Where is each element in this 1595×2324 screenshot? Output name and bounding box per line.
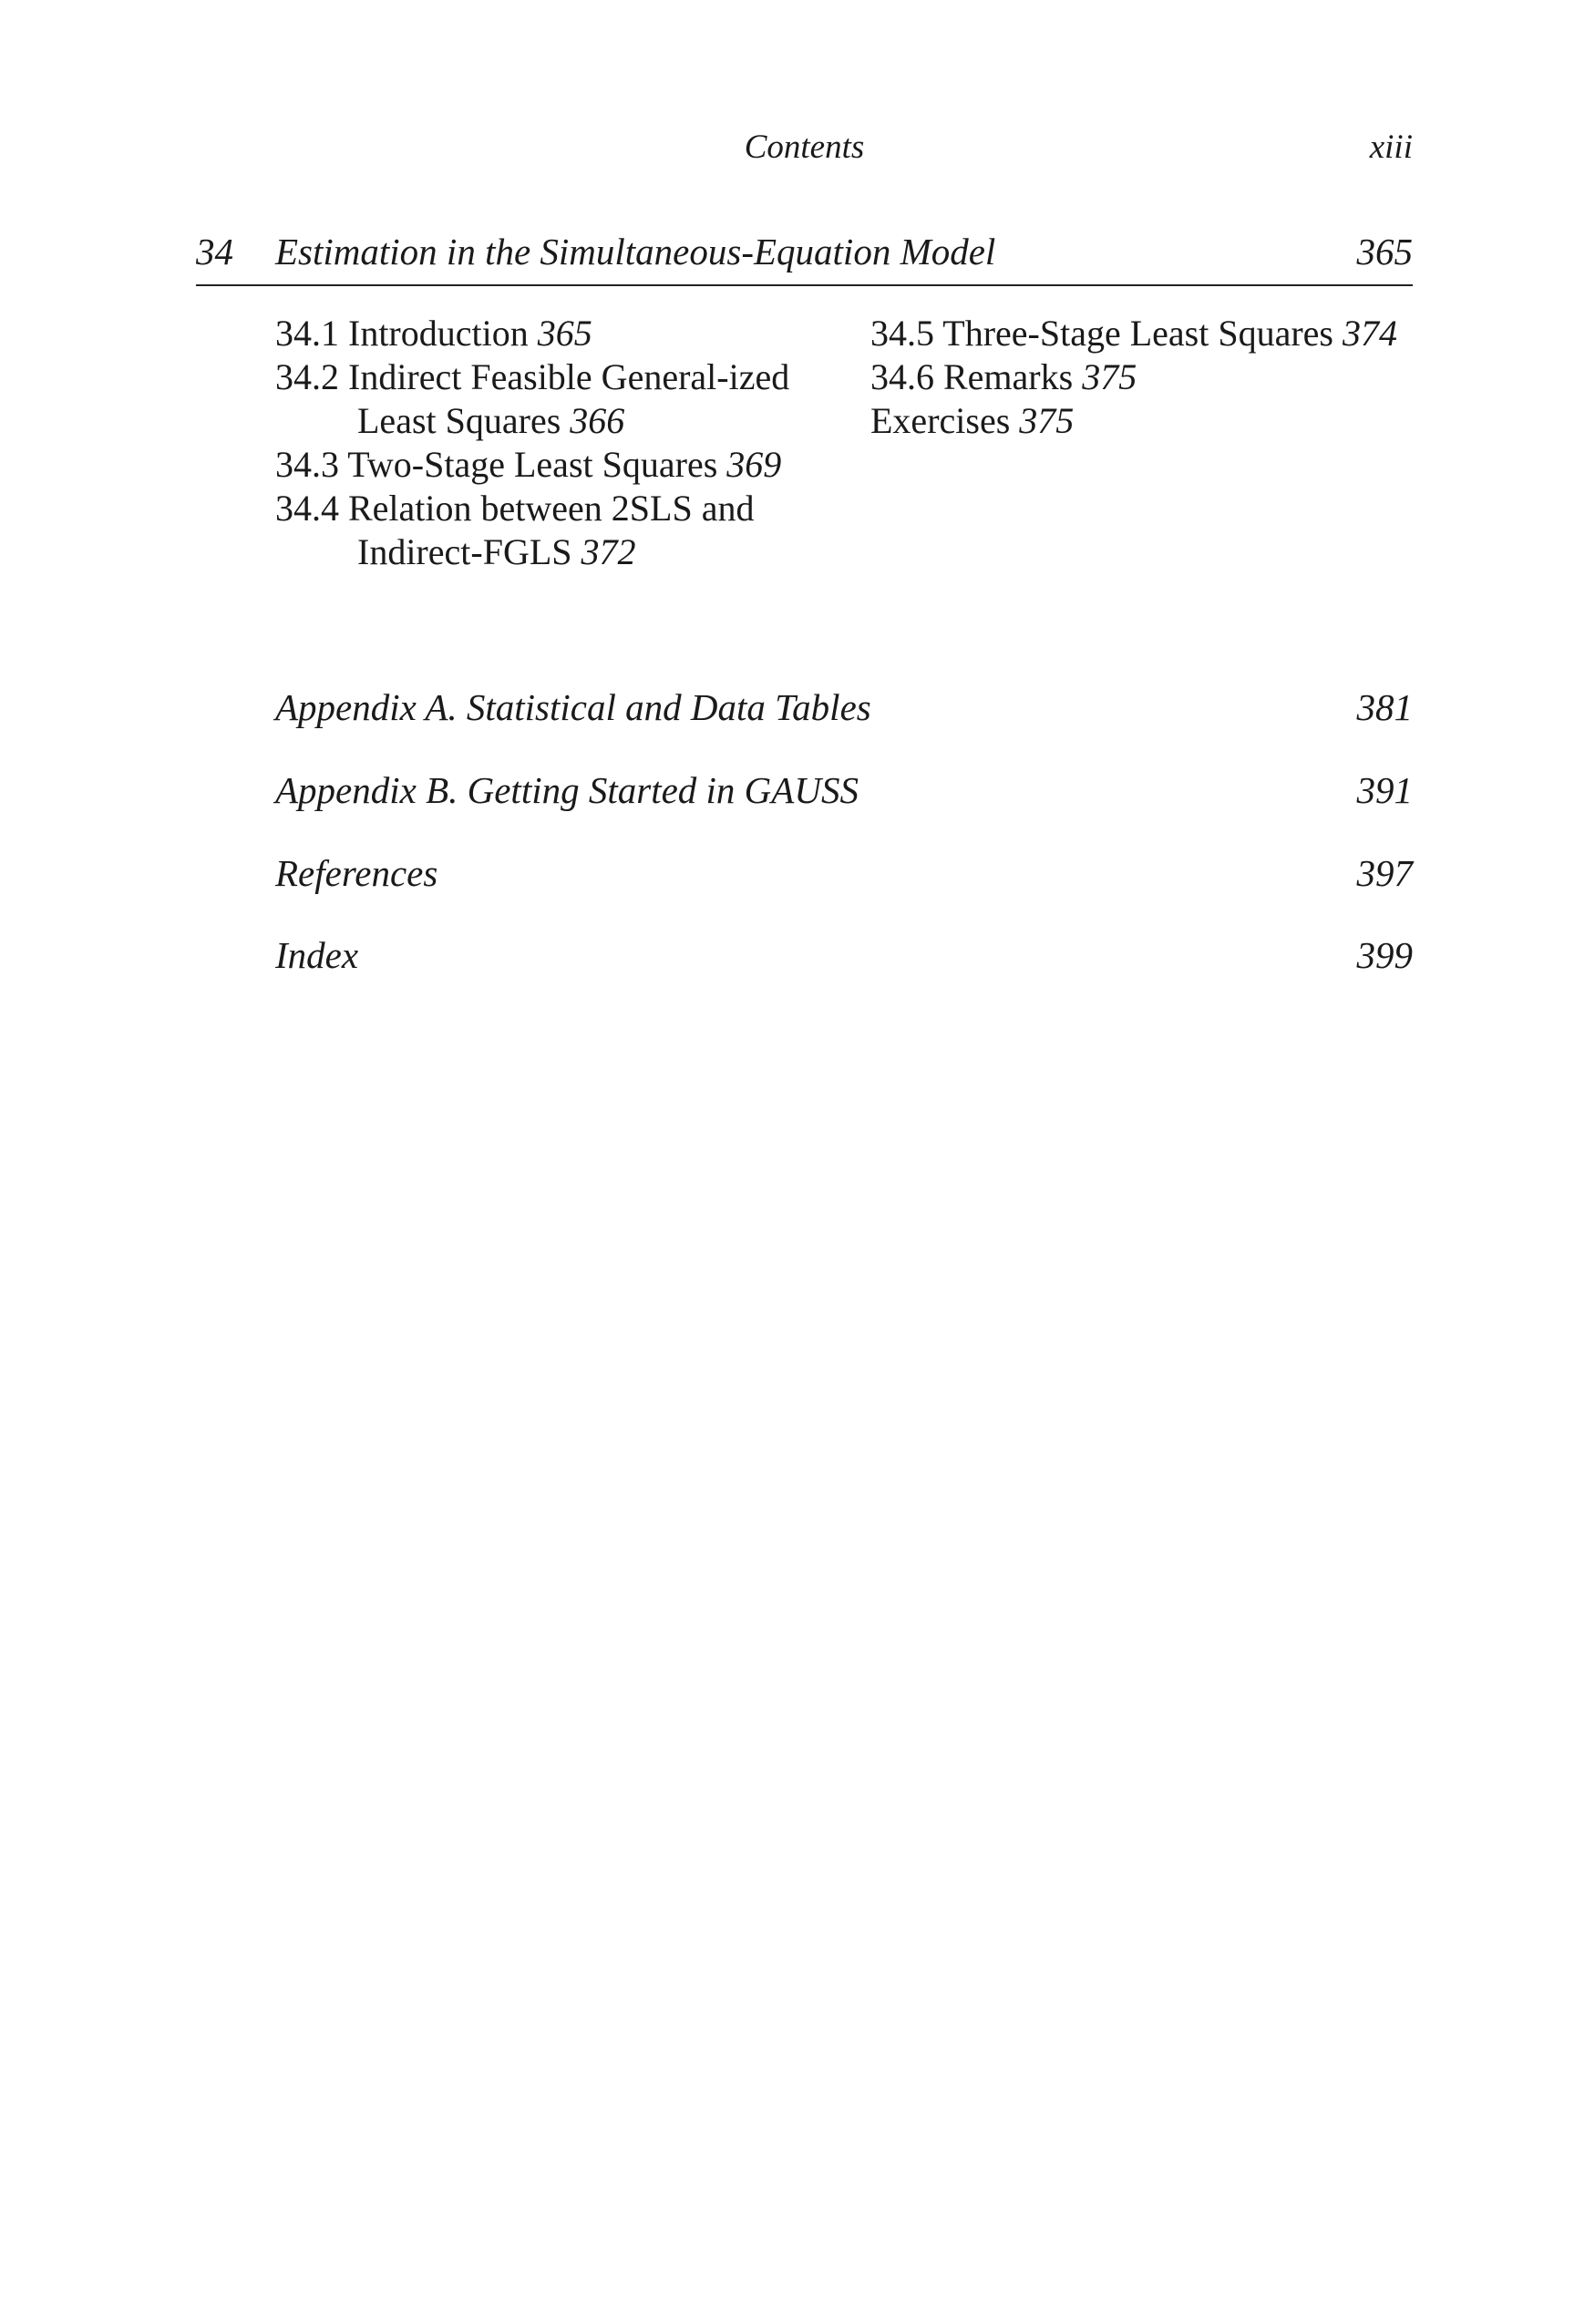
- chapter-number: 34: [196, 231, 233, 273]
- section-column-right: [870, 312, 1417, 443]
- chapter-title: Estimation in the Simultaneous-Equation Model: [275, 231, 996, 273]
- section-number: 34.5: [870, 313, 934, 354]
- back-matter-page-number: 381: [1356, 686, 1413, 728]
- section-number: 34.4: [275, 488, 339, 529]
- section-entry[interactable]: [275, 312, 822, 355]
- section-page-number: 365: [537, 313, 592, 354]
- back-matter-entry-references[interactable]: [275, 851, 1413, 897]
- section-title: Indirect Feasible General-ized Least Squares: [348, 356, 790, 441]
- chapter-page-number: 365: [1356, 231, 1413, 273]
- running-head-title: Contents: [744, 129, 865, 166]
- section-page-number: 366: [570, 400, 625, 441]
- back-matter-page-number: 397: [1356, 852, 1413, 894]
- section-title: Introduction: [348, 313, 529, 354]
- running-head: [196, 128, 1413, 173]
- section-title: Exercises: [870, 400, 1011, 441]
- back-matter-entry-appendix-a[interactable]: [275, 685, 1413, 731]
- section-page-number: 374: [1343, 313, 1397, 354]
- section-title: Relation between 2SLS and Indirect-FGLS: [348, 488, 755, 572]
- section-title: Three-Stage Least Squares: [942, 313, 1333, 354]
- section-entry[interactable]: [275, 487, 822, 574]
- section-title: Remarks: [943, 356, 1074, 397]
- section-title: Two-Stage Least Squares: [347, 444, 718, 485]
- back-matter-page-number: 399: [1356, 934, 1413, 976]
- back-matter-title: References: [275, 852, 438, 894]
- back-matter-title: Appendix B. Getting Started in GAUSS: [275, 769, 859, 811]
- section-number: 34.2: [275, 356, 339, 397]
- section-number: 34.3: [275, 444, 339, 485]
- back-matter-page-number: 391: [1356, 769, 1413, 811]
- section-column-left: [275, 312, 822, 574]
- section-page-number: 375: [1019, 400, 1075, 441]
- chapter-entry[interactable]: [196, 230, 1413, 286]
- section-entry[interactable]: [870, 312, 1417, 355]
- section-entry[interactable]: [870, 355, 1417, 399]
- back-matter-title: Appendix A. Statistical and Data Tables: [275, 686, 871, 728]
- section-page-number: 369: [726, 444, 782, 485]
- section-page-number: 372: [581, 531, 636, 572]
- section-entry[interactable]: [275, 443, 822, 487]
- section-number: 34.6: [870, 356, 934, 397]
- running-head-page-number: xiii: [1369, 129, 1413, 166]
- back-matter-title: Index: [275, 934, 359, 976]
- section-entry-exercises[interactable]: [870, 399, 1417, 443]
- back-matter-entry-index[interactable]: [275, 933, 1413, 979]
- section-entry[interactable]: [275, 355, 822, 443]
- section-number: 34.1: [275, 313, 339, 354]
- back-matter-entry-appendix-b[interactable]: [275, 768, 1413, 814]
- section-page-number: 375: [1082, 356, 1137, 397]
